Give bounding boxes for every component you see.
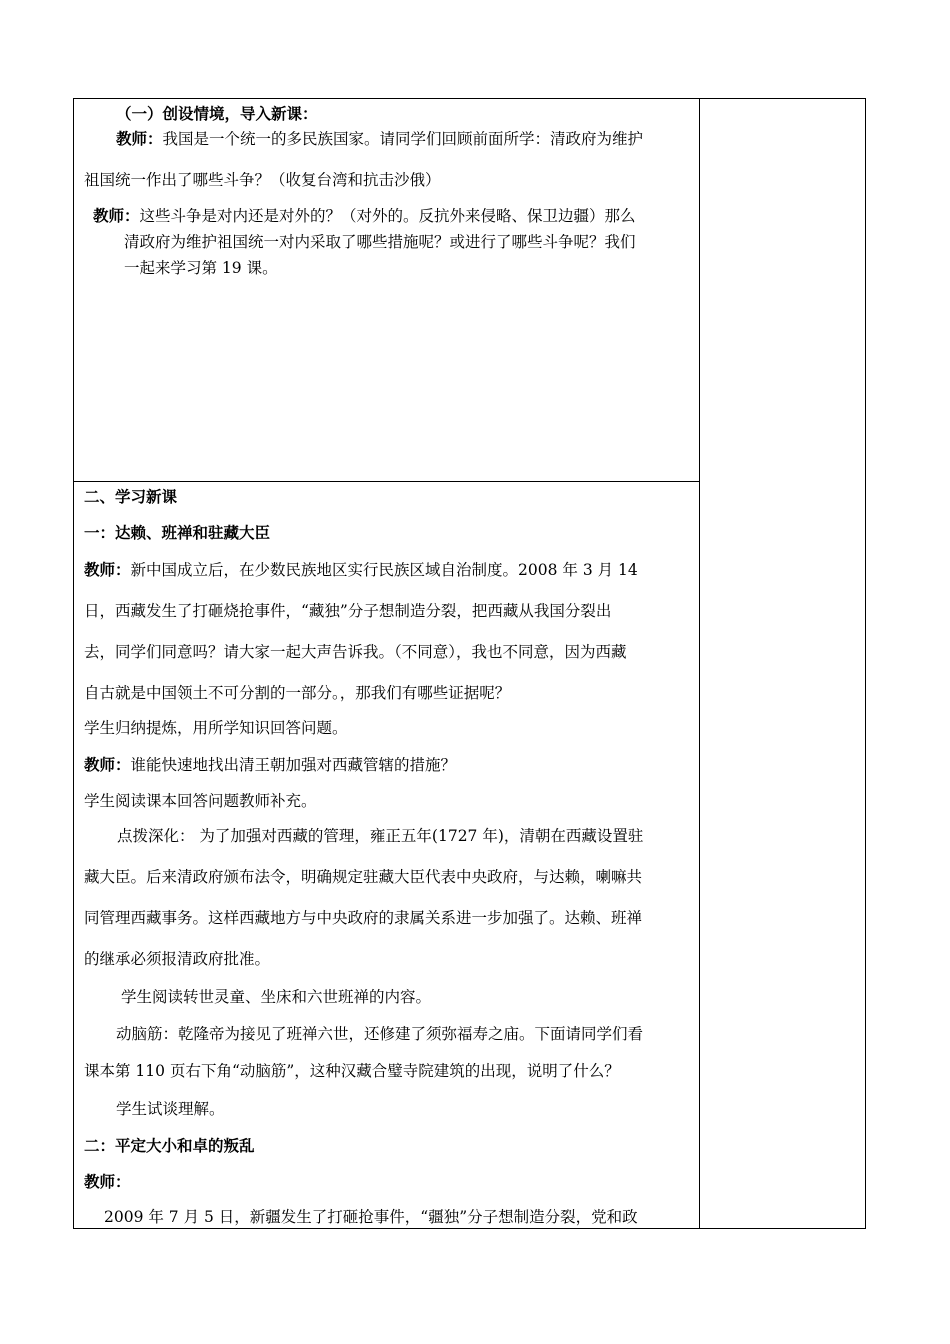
section1-paragraph2-line2: 清政府为维护祖国统一对内采取了哪些措施呢？或进行了哪些斗争呢？我们 — [124, 233, 636, 251]
teacher-paragraph1-line4: 自古就是中国领土不可分割的一部分。，那我们有哪些证据呢？ — [84, 684, 511, 702]
speaker-label: 教师： — [84, 1172, 131, 1191]
deepening-line3: 同管理西藏事务。这样西藏地方与中央政府的隶属关系进一步加强了。达赖、班禅 — [84, 909, 643, 927]
deepening-line1: 点拨深化： 为了加强对西藏的管理，雍正五年(1727 年)，清朝在西藏设置驻 — [117, 827, 644, 845]
teacher-paragraph3-line1: 2009 年 7 月 5 日，新疆发生了打砸抢事件，“疆独”分子想制造分裂，党和政 — [104, 1208, 638, 1226]
teacher-question — [84, 755, 456, 775]
student-activity-3: 学生阅读转世灵童、坐床和六世班禅的内容。 — [121, 988, 432, 1006]
student-activity-4: 学生试谈理解。 — [116, 1100, 225, 1118]
subheading-rebellion: 二：平定大小和卓的叛乱 — [84, 1136, 255, 1155]
subheading-dalai-panchen: 一：达赖、班禅和驻藏大臣 — [84, 523, 271, 542]
section1-paragraph1-line2: 祖国统一作出了哪些斗争？（收复台湾和抗击沙俄） — [84, 171, 441, 189]
brain-teaser-line2: 课本第 110 页右下角“动脑筋”，这种汉藏合璧寺院建筑的出现，说明了什么？ — [84, 1062, 620, 1080]
paragraph-text: 我国是一个统一的多民族国家。请同学们回顾前面所学：清政府为维护 — [162, 130, 644, 148]
section1-paragraph2-line1 — [93, 206, 636, 226]
section2-heading: 二、学习新课 — [84, 487, 178, 506]
paragraph-text: 新中国成立后，在少数民族地区实行民族区域自治制度。2008 年 3 月 14 — [130, 561, 638, 579]
section1-paragraph2-line3: 一起来学习第 19 课。 — [124, 259, 278, 277]
speaker-label: 教师： — [84, 755, 131, 774]
student-activity-1: 学生归纳提炼，用所学知识回答问题。 — [84, 719, 348, 737]
brain-teaser-line1: 动脑筋：乾隆帝为接见了班禅六世，还修建了须弥福寿之庙。下面请同学们看 — [116, 1025, 644, 1043]
teacher-paragraph1-line2: 日，西藏发生了打砸烧抢事件，“藏独”分子想制造分裂，把西藏从我国分裂出 — [84, 602, 612, 620]
paragraph-text: 这些斗争是对内还是对外的？（对外的。反抗外来侵略、保卫边疆）那么 — [139, 207, 636, 225]
teacher-paragraph1-line1 — [84, 560, 638, 580]
teacher-paragraph1-line3: 去，同学们同意吗？请大家一起大声告诉我。（不同意），我也不同意，因为西藏 — [84, 643, 627, 661]
column-divider — [699, 98, 700, 1229]
paragraph-text: 谁能快速地找出清王朝加强对西藏管辖的措施？ — [130, 756, 457, 774]
deepening-line4: 的继承必须报清政府批准。 — [84, 950, 271, 968]
speaker-label: 教师： — [84, 560, 131, 579]
speaker-label: 教师： — [116, 129, 163, 148]
student-activity-2: 学生阅读课本回答问题教师补充。 — [84, 792, 317, 810]
row-divider — [73, 481, 700, 482]
section1-heading: （一）创设情境，导入新课： — [116, 104, 318, 123]
deepening-line2: 藏大臣。后来清政府颁布法令，明确规定驻藏大臣代表中央政府，与达赖，喇嘛共 — [84, 868, 643, 886]
speaker-label: 教师： — [93, 206, 140, 225]
section1-paragraph1-line1 — [116, 129, 643, 149]
